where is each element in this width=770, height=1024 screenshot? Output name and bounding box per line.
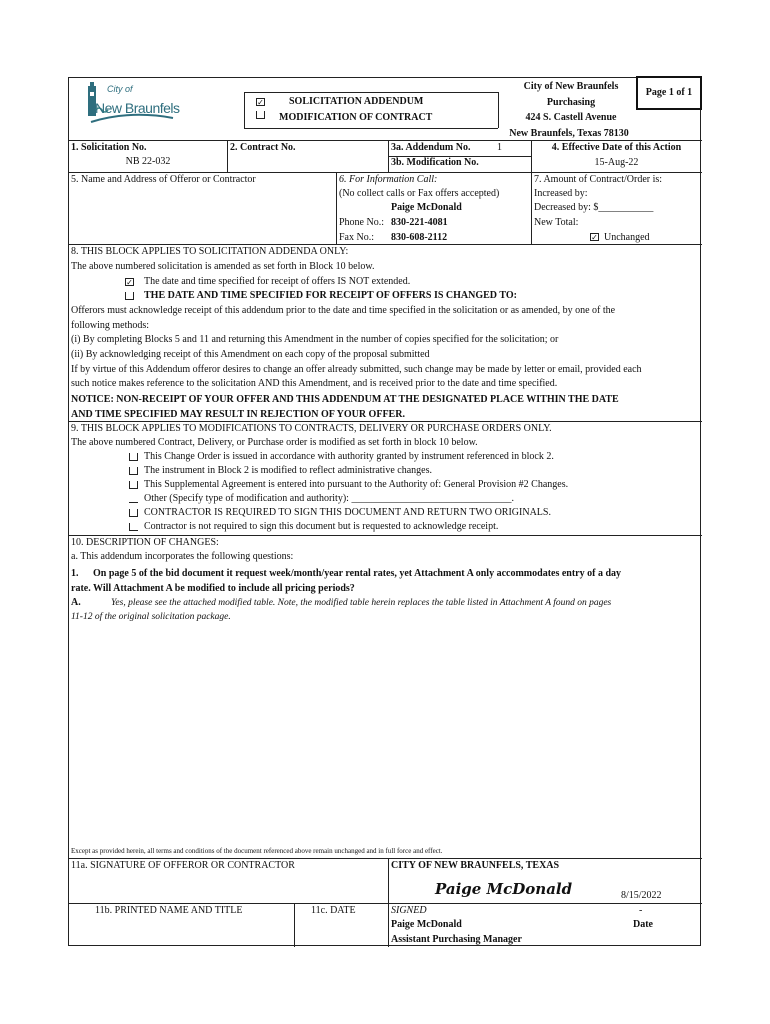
answer-line1: Yes, please see the attached modified table. Note, the modified table herein replaces the table listed in Attachment A found on pages	[111, 598, 612, 608]
address-street: 424 S. Castell Avenue	[525, 112, 617, 123]
notice-line2: AND TIME SPECIFIED MAY RESULT IN REJECTION OF YOUR OFFER.	[71, 409, 405, 420]
addendum-form	[68, 77, 701, 946]
phone-value: 830-221-4081	[391, 217, 448, 228]
answer-label: A.	[71, 597, 81, 608]
block8-para4: such notice makes reference to the solicitation AND this Amendment, and is received prior to the date and time specified.	[71, 378, 558, 389]
change-order-label: This Change Order is issued in accordance with authority granted by instrument referenced in block 2.	[144, 451, 554, 462]
city-name: CITY OF NEW BRAUNFELS, TEXAS	[391, 860, 560, 871]
printed-name-label: 11b. PRINTED NAME AND TITLE	[95, 905, 243, 916]
block8-para2: following methods:	[71, 320, 150, 331]
other-label: Other (Specify type of modification and authority): ________________________________.	[144, 493, 514, 504]
block8-method1: (i) By completing Blocks 5 and 11 and returning this Amendment in the number of copies specified for the solicitation; or	[71, 334, 559, 345]
increased-label: Increased by:	[534, 188, 588, 199]
acknowledge-label: Contractor is not required to sign this document but is requested to acknowledge receipt.	[144, 521, 499, 532]
contract-no-label: 2. Contract No.	[230, 142, 296, 153]
supplemental-label: This Supplemental Agreement is entered into pursuant to the Authority of: General Provision #2 Changes.	[144, 479, 569, 490]
decreased-label: Decreased by: $___________	[534, 202, 654, 213]
acknowledge-checkbox[interactable]	[129, 523, 138, 531]
block10-heading: 10. DESCRIPTION OF CHANGES:	[71, 537, 219, 548]
question-line2: rate. Will Attachment A be modified to include all pricing periods?	[71, 583, 355, 594]
addendum-no-value: 1	[497, 142, 502, 153]
signature-date: 8/15/2022	[621, 890, 662, 901]
effective-date-value: 15-Aug-22	[594, 157, 639, 168]
fax-label: Fax No.:	[339, 232, 374, 243]
contact-name: Paige McDonald	[391, 202, 462, 213]
admin-change-checkbox[interactable]	[129, 467, 138, 475]
address-dept: Purchasing	[546, 97, 596, 108]
modification-checkbox[interactable]	[256, 111, 265, 119]
effective-date-label: 4. Effective Date of this Action	[551, 142, 682, 153]
unchanged-label: Unchanged	[604, 232, 650, 243]
info-call-note: (No collect calls or Fax offers accepted)	[339, 188, 500, 199]
question-line1: On page 5 of the bid document it request week/month/year rental rates, yet Attachment A only accommodates entry of a day	[93, 568, 622, 579]
not-extended-label: The date and time specified for receipt of offers IS NOT extended.	[144, 276, 411, 287]
dash: -	[639, 905, 643, 916]
addendum-no-label: 3a. Addendum No.	[391, 142, 471, 153]
terms-footer: Except as provided herein, all terms and conditions of the document referenced above remain unchanged and in full force and effect.	[71, 847, 443, 855]
date-label-11c: 11c. DATE	[311, 905, 356, 916]
offeror-label: 5. Name and Address of Offeror or Contractor	[71, 174, 256, 185]
block9-heading: 9. THIS BLOCK APPLIES TO MODIFICATIONS TO CONTRACTS, DELIVERY OR PURCHASE ORDERS ONLY.	[71, 423, 552, 434]
change-order-checkbox[interactable]	[129, 453, 138, 461]
address-citystate: New Braunfels, Texas 78130	[509, 128, 629, 139]
block9-line1: The above numbered Contract, Delivery, or Purchase order is modified as set forth in block 10 below.	[71, 437, 478, 448]
supplemental-checkbox[interactable]	[129, 481, 138, 489]
question-number: 1.	[71, 568, 79, 579]
signer-name: Paige McDonald	[391, 919, 462, 930]
signer-title: Assistant Purchasing Manager	[391, 934, 522, 945]
date-changed-label: THE DATE AND TIME SPECIFIED FOR RECEIPT OF OFFERS IS CHANGED TO:	[144, 290, 517, 301]
fax-value: 830-608-2112	[391, 232, 448, 243]
solicitation-no-value: NB 22-032	[125, 156, 171, 167]
logo-small-text: City of	[107, 84, 133, 94]
offeror-signature-label: 11a. SIGNATURE OF OFFEROR OR CONTRACTOR	[71, 860, 295, 871]
unchanged-checkbox[interactable]: ✓	[591, 233, 598, 242]
form-title-2: MODIFICATION OF CONTRACT	[279, 112, 433, 123]
notice-line1: NOTICE: NON-RECEIPT OF YOUR OFFER AND THIS ADDENDUM AT THE DESIGNATED PLACE WITHIN THE DATE	[71, 394, 619, 405]
modification-no-label: 3b. Modification No.	[391, 157, 479, 168]
contractor-sign-label: CONTRACTOR IS REQUIRED TO SIGN THIS DOCUMENT AND RETURN TWO ORIGINALS.	[144, 507, 551, 518]
date-changed-checkbox[interactable]	[125, 292, 134, 300]
address-city: City of New Braunfels	[523, 81, 619, 92]
block8-para3: If by virtue of this Addendum offeror desires to change an offer already submitted, such change may be made by letter or email, provided each	[71, 364, 642, 375]
block10-intro: a. This addendum incorporates the following questions:	[71, 551, 294, 562]
phone-label: Phone No.:	[339, 217, 384, 228]
other-checkbox[interactable]	[129, 495, 138, 503]
admin-change-label: The instrument in Block 2 is modified to reflect administrative changes.	[144, 465, 432, 476]
amount-label: 7. Amount of Contract/Order is:	[534, 174, 663, 185]
contractor-sign-checkbox[interactable]	[129, 509, 138, 517]
not-extended-checkbox[interactable]: ✓	[126, 278, 133, 287]
new-total-label: New Total:	[534, 217, 579, 228]
block8-line1: The above numbered solicitation is amended as set forth in Block 10 below.	[71, 261, 375, 272]
form-title-1: SOLICITATION ADDENDUM	[289, 96, 424, 107]
block8-heading: 8. THIS BLOCK APPLIES TO SOLICITATION ADDENDA ONLY:	[71, 246, 349, 257]
date-label: Date	[633, 919, 653, 930]
solicitation-addendum-checkbox[interactable]: ✓	[257, 98, 264, 107]
answer-line2: 11-12 of the original solicitation package.	[71, 612, 231, 622]
signature: Paige McDonald	[435, 880, 573, 898]
block8-method2: (ii) By acknowledging receipt of this Amendment on each copy of the proposal submitted	[71, 349, 430, 360]
page-indicator: Page 1 of 1	[636, 76, 702, 110]
info-call-label: 6. For Information Call:	[339, 174, 438, 185]
solicitation-no-label: 1. Solicitation No.	[71, 142, 147, 153]
signed-label: SIGNED	[391, 905, 427, 916]
logo-text: New Braunfels	[95, 100, 180, 116]
block8-para1: Offerors must acknowledge receipt of this addendum prior to the date and time specified in the solicitation or as amended, by one of the	[71, 305, 616, 316]
